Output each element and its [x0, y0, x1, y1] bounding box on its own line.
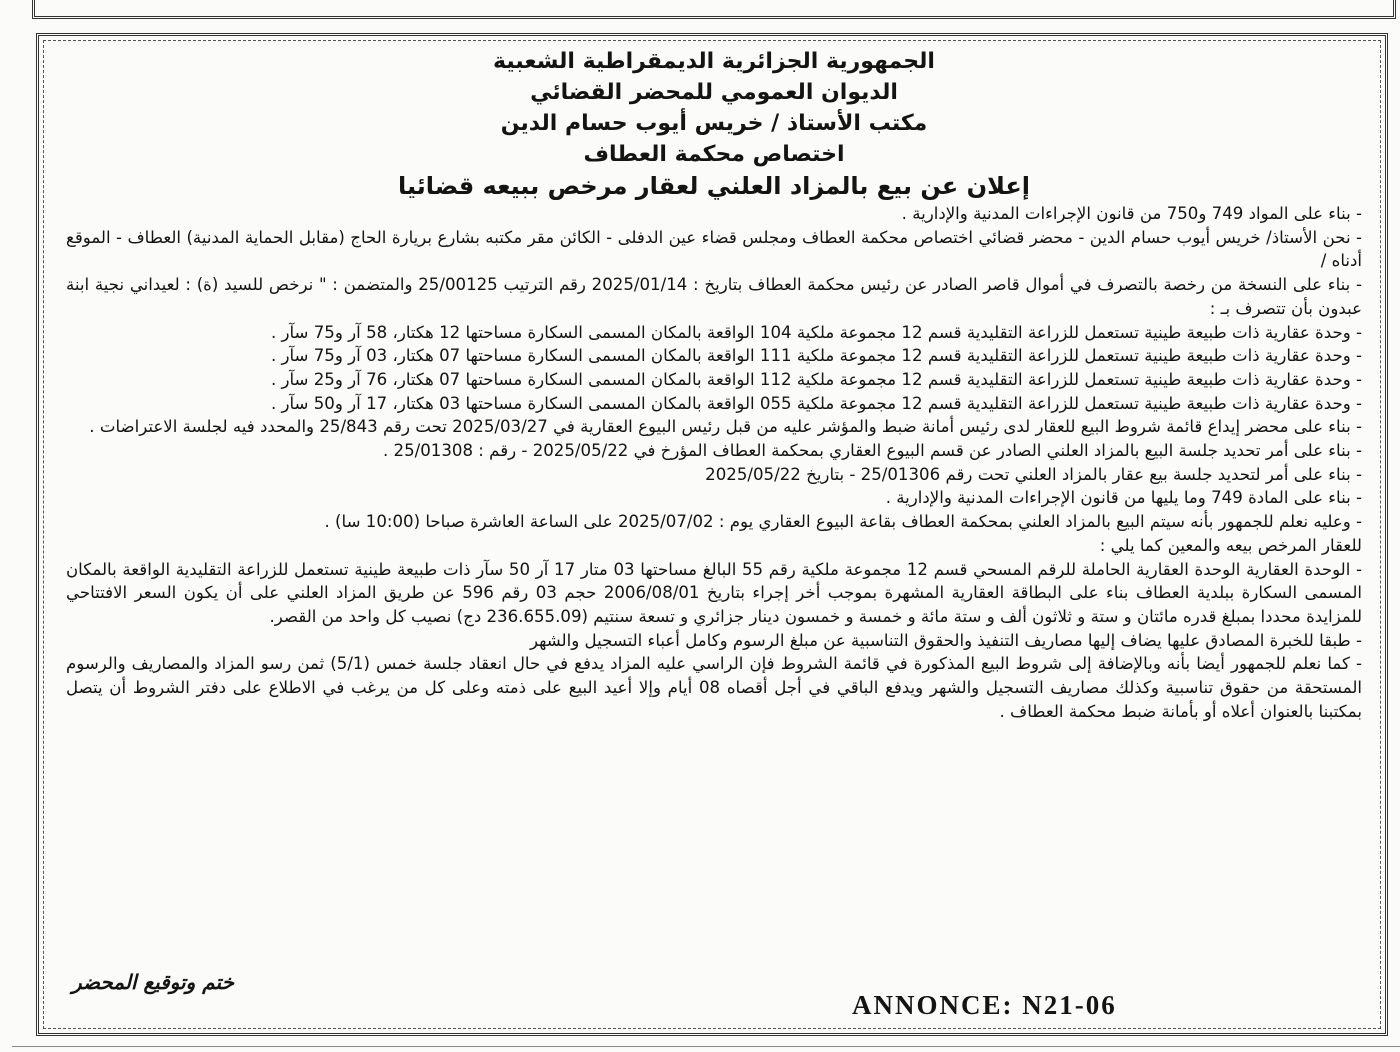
- paragraph: - وحدة عقارية ذات طبيعة طينية تستعمل للزراعة التقليدية قسم 12 مجموعة ملكية 111 الواقعة بالمكان المسمى السكارة مساحتها 07 هكتار، 03 آر و75 سآر .: [270, 346, 1362, 366]
- header-republic: الجمهورية الجزائرية الديمقراطية الشعبية: [493, 49, 935, 74]
- paragraph: - وحدة عقارية ذات طبيعة طينية تستعمل للزراعة التقليدية قسم 12 مجموعة ملكية 104 الواقعة بالمكان المسمى السكارة مساحتها 12 هكتار، 58 آر و75 سآر .: [270, 322, 1362, 342]
- paragraph: - كما نعلم للجمهور أيضا بأنه وبالإضافة إلى شروط البيع المذكورة في قائمة الشروط فإن الراسي عليه المزاد يدفع في حال انعقاد جلسة خمس (5/1) ثمن رسو المزاد والمصاريف والرسوم المستحقة من حقوق تناسبية وكذلك مصاريف التسجيل والشهر ويدفع الباقي في أجل أقصاه 08 أيام وإلا أعيد البيع على ذمته وعلى كل من يرغب في الاطلاع على دفتر الشروط أن يتصل بمكتبنا بالعنوان أعلاه أو بأمانة ضبط محكمة العطاف .: [66, 654, 1363, 721]
- paragraph: - بناء على المادة 749 وما يليها من قانون الإجراءات المدنية والإدارية .: [885, 488, 1362, 508]
- paragraph: - وحدة عقارية ذات طبيعة طينية تستعمل للزراعة التقليدية قسم 12 مجموعة ملكية 055 الواقعة بالمكان المسمى السكارة مساحتها 03 هكتار، 17 آر و50 سآر .: [270, 393, 1362, 413]
- header-bailiff: مكتب الأستاذ / خريس أيوب حسام الدين: [500, 111, 928, 136]
- paragraph: للعقار المرخص بيعه والمعين كما يلي :: [1099, 535, 1362, 555]
- paragraph: - الوحدة العقارية الوحدة العقارية الحاملة للرقم المسحي قسم 12 مجموعة ملكية رقم 55 البالغ مساحتها 03 متار 17 آر 50 سآر ذات طبيعة طينية تستعمل للزراعة التقليدية الواقعة بالمكان المسمى السكارة ببلدية العطاف بناء على البطاقة العقارية المشهرة بموجب أخر إجراء بتاريخ 2006/08/01 حجم 03 رقم 596 عن طريق المزاد العلني على أن يكون السعر الافتتاحي للمزايدة محددا بمبلغ قدره مائتان و ستة و ثلاثون ألف و ستة مائة و خمسة و خمسون دينار جزائري و تسعة سنتيم (236.655.09 دج) نصيب كل واحد من القصر.: [66, 559, 1362, 626]
- previous-notice-border: [32, 0, 1396, 19]
- bottom-divider: [12, 1046, 1400, 1047]
- paragraph: - بناء على محضر إيداع قائمة شروط البيع للعقار لدى رئيس أمانة ضبط والمؤشر عليه من قبل رئيس البيوع العقارية في 2025/03/27 تحت رقم 25/843 والمحدد فيه لجلسة الاعتراضات .: [89, 417, 1362, 437]
- paragraph: - وحدة عقارية ذات طبيعة طينية تستعمل للزراعة التقليدية قسم 12 مجموعة ملكية 112 الواقعة بالمكان المسمى السكارة مساحتها 07 هكتار، 76 آر و25 سآر .: [270, 369, 1362, 389]
- signature-label: ختم وتوقيع المحضر: [72, 970, 234, 994]
- announcement-number: ANNONCE: N21-06: [852, 990, 1117, 1020]
- header-office: الديوان العمومي للمحضر القضائي: [530, 80, 898, 105]
- paragraph: - بناء على أمر تحديد جلسة البيع بالمزاد العلني الصادر عن قسم البيوع العقاري بمحكمة العطاف المؤرخ في 2025/05/22 - رقم : 25/01308 .: [382, 441, 1362, 461]
- paragraph: - نحن الأستاذ/ خريس أيوب حسام الدين - محضر قضائي اختصاص محكمة العطاف ومجلس قضاء عين الدفلى - الكائن مقر مكتبه بشارع بريارة الحاج (مقابل الحماية المدنية) العطاف - الموقع أدناه /: [66, 227, 1362, 271]
- paragraph: - بناء على النسخة من رخصة بالتصرف في أموال قاصر الصادر عن رئيس محكمة العطاف بتاريخ : 2025/01/14 رقم الترتيب 25/00125 والمتضمن : " نرخص للسيد (ة) : لعيداني نجية ابنة عبدون بأن تتصرف بـ :: [66, 275, 1363, 318]
- notice-content: [66, 46, 1362, 723]
- paragraph: - بناء على المواد 749 و750 من قانون الإجراءات المدنية والإدارية .: [901, 204, 1362, 223]
- paragraph: - بناء على أمر لتحديد جلسة بيع عقار بالمزاد العلني تحت رقم 25/01306 - بتاريخ 2025/05/22: [705, 464, 1362, 484]
- paragraph: - طبقا للخبرة المصادق عليها يضاف إليها مصاريف التنفيذ والحقوق التناسبية عن مبلغ الرسوم وكامل أعباء التسجيل والشهر: [529, 630, 1362, 650]
- header-jurisdiction: اختصاص محكمة العطاف: [583, 142, 845, 167]
- paragraph: - وعليه نعلم للجمهور بأنه سيتم البيع بالمزاد العلني بمحكمة العطاف بقاعة البيوع العقاري يوم : 2025/07/02 على الساعة العاشرة صباحا (10:00 سا) .: [324, 512, 1362, 532]
- notice-title: إعلان عن بيع بالمزاد العلني لعقار مرخص ببيعه قضائيا: [397, 172, 1030, 200]
